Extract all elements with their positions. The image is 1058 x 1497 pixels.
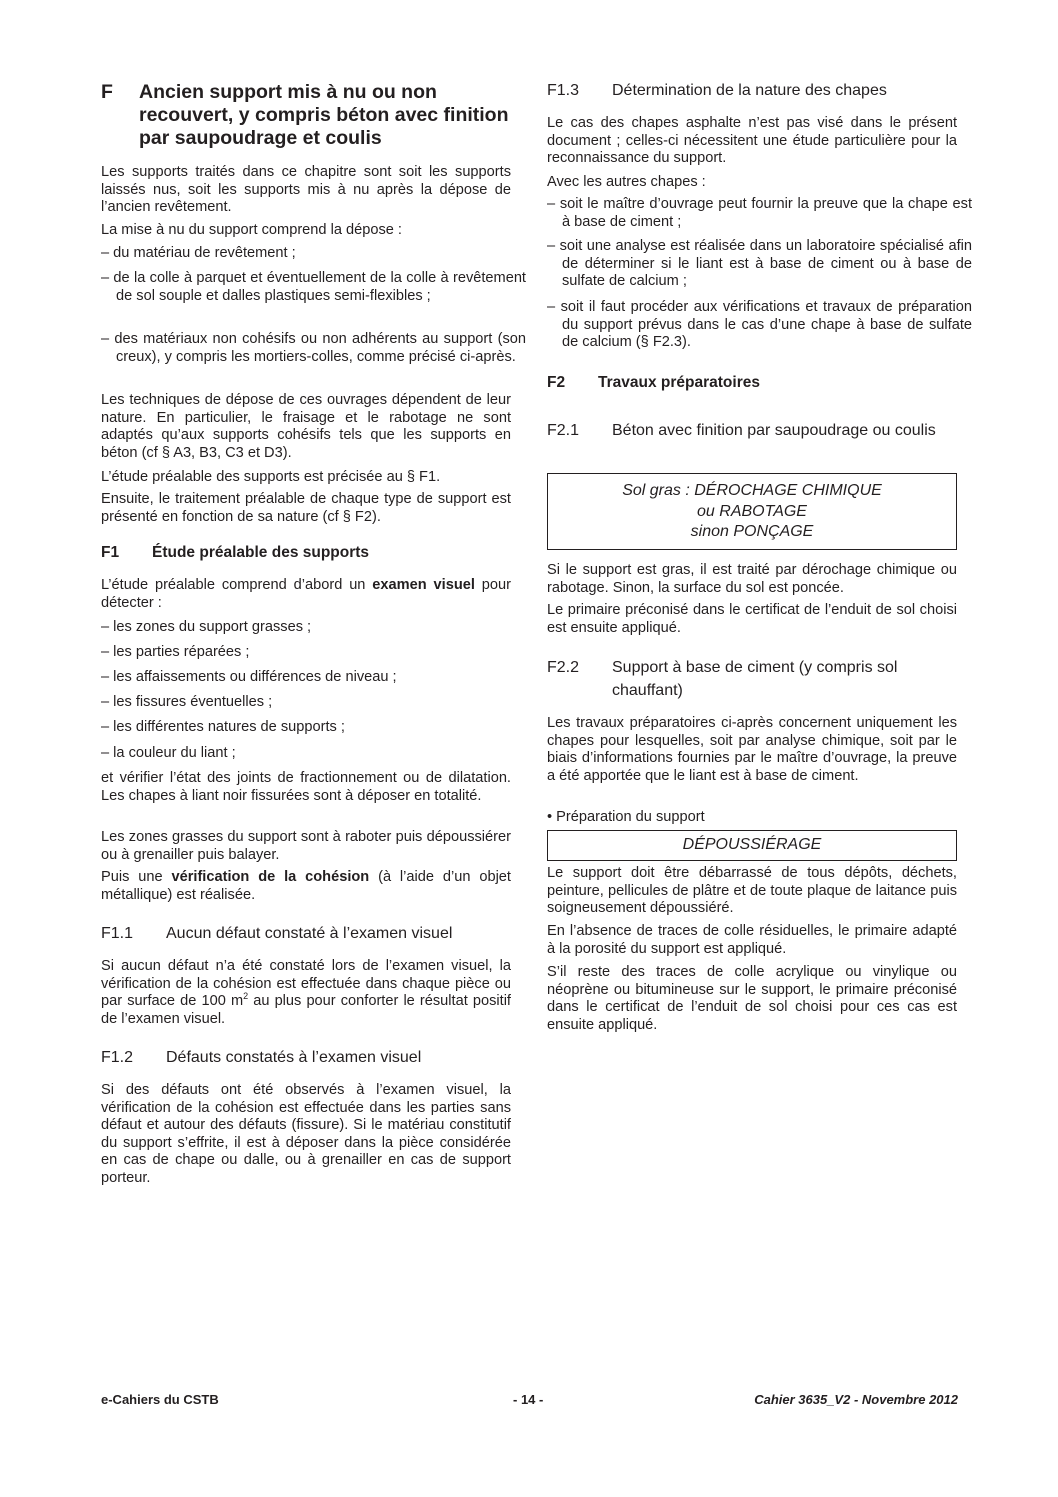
section-f-heading — [101, 81, 511, 150]
footer-publication: e-Cahiers du CSTB — [101, 1392, 219, 1407]
list-item: – du matériau de revêtement ; — [101, 245, 296, 261]
paragraph: En l’absence de traces de colle résiduelles, le primaire adapté à la porosité du support est appliqué. — [547, 923, 957, 957]
bold-text: examen visuel — [372, 577, 475, 593]
paragraph: Le primaire préconisé dans le certificat de l’enduit de sol choisi est ensuite appliqué. — [547, 602, 957, 636]
section-f1-1-heading — [101, 922, 511, 945]
box-line: Sol gras : DÉROCHAGE CHIMIQUE — [622, 482, 882, 499]
paragraph: Les supports traités dans ce chapitre sont soit les supports laissés nus, soit les supports mis à nu après la dépose de l’ancien revêtement. — [101, 164, 511, 216]
paragraph: Si le support est gras, il est traité par dérochage chimique ou rabotage. Sinon, la surface du sol est poncée. — [547, 562, 957, 596]
box-line: DÉPOUSSIÉRAGE — [682, 836, 822, 853]
paragraph: Avec les autres chapes : — [547, 174, 706, 190]
heading-title: Aucun défaut constaté à l’examen visuel — [166, 925, 453, 942]
section-f1-heading — [101, 544, 511, 562]
paragraph: Le cas des chapes asphalte n’est pas visé dans le présent document ; celles-ci nécessitent une étude particulière pour la reconnaissance du support. — [547, 115, 957, 167]
box-line: sinon PONÇAGE — [690, 523, 814, 540]
list-item: – les affaissements ou différences de niveau ; — [101, 669, 397, 685]
heading-number: F2 — [547, 374, 566, 391]
heading-number: F1.1 — [101, 925, 134, 942]
heading-number: F2.1 — [547, 422, 580, 439]
text: Puis une — [101, 869, 172, 885]
text: Si aucun défaut n’a été constaté lors de l’examen visuel, la vérification de la cohésion est effectuée dans chaque pièce ou par surface de 100 m — [101, 958, 511, 1010]
heading-number: F1.3 — [547, 82, 580, 99]
section-f2-2-heading — [547, 656, 957, 702]
box-line: ou RABOTAGE — [697, 502, 807, 520]
heading-number: F2.2 — [547, 659, 580, 676]
list-item: – de la colle à parquet et éventuellement de la colle à revêtement de sol souple et dalles plastiques semi-flexibles ; — [101, 270, 526, 304]
list-item: – des matériaux non cohésifs ou non adhérents au support (son creux), y compris les mortiers-colles, comme précisé ci-après. — [101, 331, 526, 365]
footer-document-ref: Cahier 3635_V2 - Novembre 2012 — [754, 1392, 958, 1407]
heading-title: Ancien support mis à nu ou non recouvert, y compris béton avec finition par saupoudrage et coulis — [139, 81, 509, 149]
list-item: – les différentes natures de supports ; — [101, 719, 345, 735]
heading-number: F1.2 — [101, 1049, 134, 1066]
heading-title: Étude préalable des supports — [152, 544, 370, 561]
paragraph — [101, 958, 511, 1028]
paragraph — [101, 577, 511, 612]
text: L’étude préalable comprend d’abord un — [101, 577, 373, 593]
list-item: – les fissures éventuelles ; — [101, 694, 273, 710]
section-f2-heading — [547, 374, 957, 392]
paragraph: L’étude préalable des supports est précisée au § F1. — [101, 469, 441, 485]
list-item: – les zones du support grasses ; — [101, 619, 312, 635]
heading-title: Défauts constatés à l’examen visuel — [166, 1049, 422, 1066]
text: au plus pour conforter le résultat positif de l’examen visuel. — [101, 993, 511, 1027]
section-f1-3-heading — [547, 79, 957, 102]
footer-page-number: - 14 - — [513, 1392, 544, 1407]
list-item: – soit il faut procéder aux vérifications et travaux de préparation du support prévus dans le cas d’une chape à base de sulfate de calcium (§ F2.3). — [547, 299, 972, 351]
text: pour détecter : — [101, 577, 511, 611]
bullet-item: • Préparation du support — [547, 809, 705, 825]
heading-number: F — [101, 81, 113, 103]
heading-title: Travaux préparatoires — [598, 374, 760, 391]
paragraph: S’il reste des traces de colle acrylique ou vinylique ou néoprène ou bitumineuse sur le support, le primaire préconisé dans le certificat de l’enduit de sol choisi pour ces cas est ensuite appliqué. — [547, 964, 957, 1033]
paragraph: Si des défauts ont été observés à l’examen visuel, la vérification de la cohésion est effectuée dans les parties sans défaut et autour des défauts (fissure). Si le matériau constitutif du support s’effrite, il est à déposer dans la pièce considérée en cas de chape ou dalle, ou à grenailler en cas de support porteur. — [101, 1082, 511, 1186]
paragraph: Les techniques de dépose de ces ouvrages dépendent de leur nature. En particulier, le fraisage et le rabotage ne sont adaptés qu’aux supports cohésifs tels que les supports en béton (cf § A3, B3, C3 et D3). — [101, 392, 511, 461]
instruction-box — [547, 830, 957, 861]
section-f1-2-heading — [101, 1046, 511, 1069]
text: (à l’aide d’un objet métallique) est réalisée. — [101, 869, 511, 903]
instruction-box — [547, 473, 957, 550]
list-item: – soit le maître d’ouvrage peut fournir la preuve que la chape est à base de ciment ; — [547, 196, 972, 230]
heading-title: Support à base de ciment (y compris sol chauffant) — [612, 659, 898, 699]
paragraph: Les zones grasses du support sont à raboter puis dépoussiérer ou à grenailler puis balayer. — [101, 829, 511, 863]
bold-text: vérification de la cohésion — [171, 869, 370, 885]
heading-title: Béton avec finition par saupoudrage ou coulis — [612, 422, 936, 439]
list-item: – soit une analyse est réalisée dans un laboratoire spécialisé afin de déterminer si le liant est à base de ciment ou à base de sulfate de calcium ; — [547, 238, 972, 290]
paragraph: La mise à nu du support comprend la dépose : — [101, 222, 402, 238]
paragraph: Ensuite, le traitement préalable de chaque type de support est présenté en fonction de sa nature (cf § F2). — [101, 491, 511, 525]
paragraph: et vérifier l’état des joints de fractionnement ou de dilatation. Les chapes à liant noir fissurées sont à déposer en totalité. — [101, 770, 511, 804]
paragraph — [101, 869, 511, 904]
heading-title: Détermination de la nature des chapes — [612, 82, 887, 99]
paragraph: Le support doit être débarrassé de tous dépôts, déchets, peinture, pellicules de plâtre et de toute plaque de laitance puis soigneusement dépoussiéré. — [547, 865, 957, 917]
paragraph: Les travaux préparatoires ci-après concernent uniquement les chapes pour lesquelles, soit par analyse chimique, soit par le biais d’informations fournies par le maître d’ouvrage, la preuve a été apportée que le liant est à base de ciment. — [547, 715, 957, 784]
superscript: 2 — [243, 991, 249, 1002]
section-f2-1-heading — [547, 419, 957, 442]
list-item: – les parties réparées ; — [101, 644, 250, 660]
heading-number: F1 — [101, 544, 120, 561]
list-item: – la couleur du liant ; — [101, 745, 236, 761]
